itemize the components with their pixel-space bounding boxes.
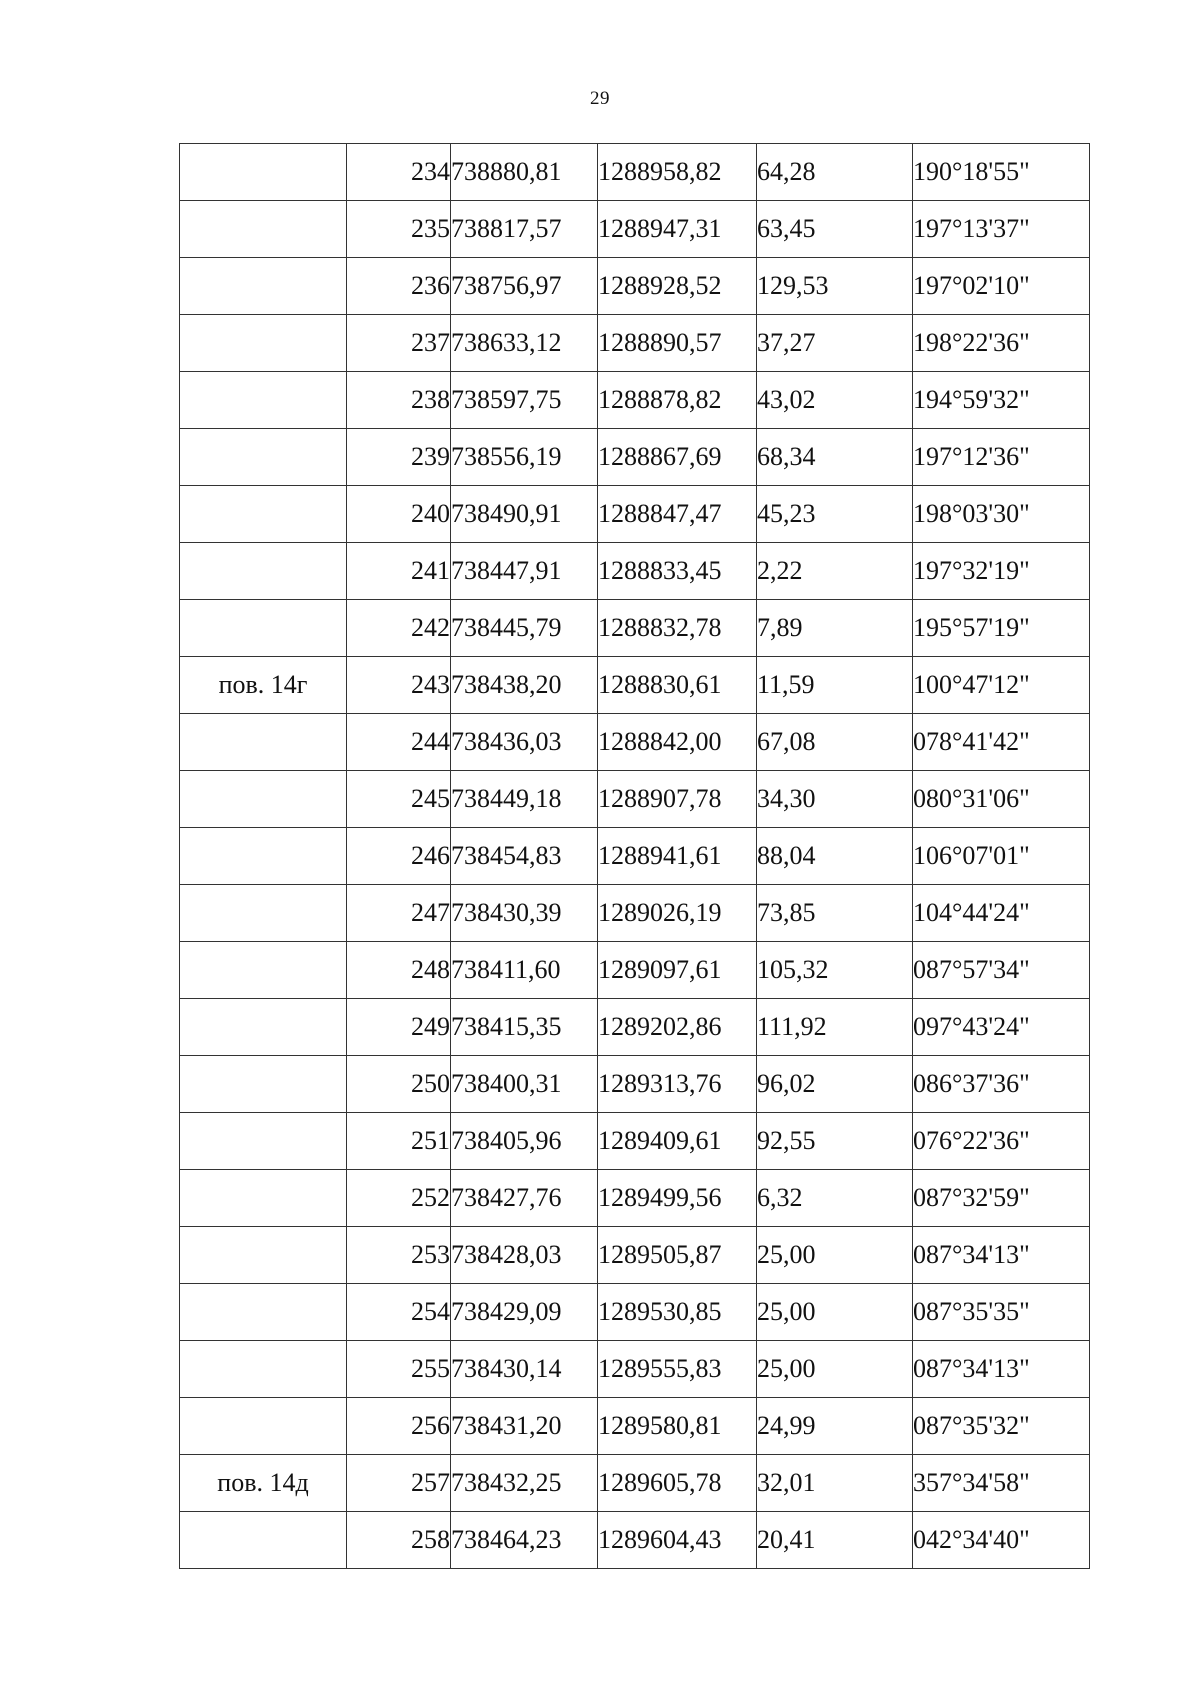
- point-number-cell: 257: [347, 1455, 451, 1512]
- coordinates-table-body: [180, 144, 1090, 1569]
- point-number-cell: 235: [347, 201, 451, 258]
- y-coordinate-cell: 1289555,83: [598, 1341, 757, 1398]
- turn-label-cell: [180, 1512, 347, 1569]
- turn-label-cell: [180, 999, 347, 1056]
- point-number-cell: 238: [347, 372, 451, 429]
- point-number-cell: 237: [347, 315, 451, 372]
- direction-angle-cell: 106°07'01": [913, 828, 1090, 885]
- x-coordinate-cell: 738464,23: [451, 1512, 598, 1569]
- table-row: [180, 1398, 1090, 1455]
- direction-angle-cell: 097°43'24": [913, 999, 1090, 1056]
- x-coordinate-cell: 738633,12: [451, 315, 598, 372]
- x-coordinate-cell: 738429,09: [451, 1284, 598, 1341]
- direction-angle-cell: 080°31'06": [913, 771, 1090, 828]
- point-number-cell: 249: [347, 999, 451, 1056]
- segment-length-cell: 64,28: [757, 144, 913, 201]
- segment-length-cell: 111,92: [757, 999, 913, 1056]
- segment-length-cell: 25,00: [757, 1227, 913, 1284]
- coordinates-table: [179, 143, 1090, 1569]
- x-coordinate-cell: 738490,91: [451, 486, 598, 543]
- y-coordinate-cell: 1288878,82: [598, 372, 757, 429]
- y-coordinate-cell: 1288941,61: [598, 828, 757, 885]
- direction-angle-cell: 190°18'55": [913, 144, 1090, 201]
- y-coordinate-cell: 1289026,19: [598, 885, 757, 942]
- y-coordinate-cell: 1288958,82: [598, 144, 757, 201]
- direction-angle-cell: 357°34'58": [913, 1455, 1090, 1512]
- table-row: [180, 429, 1090, 486]
- point-number-cell: 245: [347, 771, 451, 828]
- x-coordinate-cell: 738427,76: [451, 1170, 598, 1227]
- x-coordinate-cell: 738405,96: [451, 1113, 598, 1170]
- table-row: [180, 315, 1090, 372]
- turn-label-cell: [180, 1341, 347, 1398]
- x-coordinate-cell: 738428,03: [451, 1227, 598, 1284]
- table-row: [180, 1113, 1090, 1170]
- x-coordinate-cell: 738556,19: [451, 429, 598, 486]
- y-coordinate-cell: 1288842,00: [598, 714, 757, 771]
- turn-label-cell: [180, 1056, 347, 1113]
- y-coordinate-cell: 1288907,78: [598, 771, 757, 828]
- table-row: [180, 999, 1090, 1056]
- direction-angle-cell: 087°34'13": [913, 1341, 1090, 1398]
- turn-label-cell: [180, 1170, 347, 1227]
- direction-angle-cell: 198°22'36": [913, 315, 1090, 372]
- turn-label-cell: [180, 1398, 347, 1455]
- y-coordinate-cell: 1288890,57: [598, 315, 757, 372]
- segment-length-cell: 2,22: [757, 543, 913, 600]
- y-coordinate-cell: 1289313,76: [598, 1056, 757, 1113]
- direction-angle-cell: 197°02'10": [913, 258, 1090, 315]
- segment-length-cell: 25,00: [757, 1284, 913, 1341]
- turn-label-cell: [180, 144, 347, 201]
- segment-length-cell: 34,30: [757, 771, 913, 828]
- point-number-cell: 240: [347, 486, 451, 543]
- x-coordinate-cell: 738880,81: [451, 144, 598, 201]
- direction-angle-cell: 086°37'36": [913, 1056, 1090, 1113]
- table-row: [180, 372, 1090, 429]
- x-coordinate-cell: 738438,20: [451, 657, 598, 714]
- x-coordinate-cell: 738597,75: [451, 372, 598, 429]
- point-number-cell: 251: [347, 1113, 451, 1170]
- turn-label-cell: [180, 315, 347, 372]
- x-coordinate-cell: 738445,79: [451, 600, 598, 657]
- segment-length-cell: 43,02: [757, 372, 913, 429]
- point-number-cell: 250: [347, 1056, 451, 1113]
- turn-label-cell: [180, 942, 347, 999]
- direction-angle-cell: 087°57'34": [913, 942, 1090, 999]
- segment-length-cell: 11,59: [757, 657, 913, 714]
- table-row: [180, 885, 1090, 942]
- table-row: [180, 1170, 1090, 1227]
- direction-angle-cell: 087°34'13": [913, 1227, 1090, 1284]
- segment-length-cell: 24,99: [757, 1398, 913, 1455]
- turn-label-cell: [180, 600, 347, 657]
- turn-label-cell: [180, 1284, 347, 1341]
- segment-length-cell: 37,27: [757, 315, 913, 372]
- x-coordinate-cell: 738447,91: [451, 543, 598, 600]
- table-row: [180, 1056, 1090, 1113]
- direction-angle-cell: 076°22'36": [913, 1113, 1090, 1170]
- point-number-cell: 247: [347, 885, 451, 942]
- table-row: [180, 543, 1090, 600]
- table-row: [180, 657, 1090, 714]
- turn-label-cell: [180, 714, 347, 771]
- direction-angle-cell: 100°47'12": [913, 657, 1090, 714]
- point-number-cell: 243: [347, 657, 451, 714]
- point-number-cell: 246: [347, 828, 451, 885]
- point-number-cell: 244: [347, 714, 451, 771]
- y-coordinate-cell: 1289605,78: [598, 1455, 757, 1512]
- point-number-cell: 242: [347, 600, 451, 657]
- segment-length-cell: 67,08: [757, 714, 913, 771]
- y-coordinate-cell: 1289202,86: [598, 999, 757, 1056]
- turn-label-cell: [180, 372, 347, 429]
- y-coordinate-cell: 1289530,85: [598, 1284, 757, 1341]
- table-row: [180, 1341, 1090, 1398]
- segment-length-cell: 20,41: [757, 1512, 913, 1569]
- turn-label-cell: [180, 771, 347, 828]
- turn-label-cell: пов. 14г: [180, 657, 347, 714]
- y-coordinate-cell: 1288833,45: [598, 543, 757, 600]
- direction-angle-cell: 198°03'30": [913, 486, 1090, 543]
- direction-angle-cell: 087°32'59": [913, 1170, 1090, 1227]
- table-row: [180, 201, 1090, 258]
- segment-length-cell: 45,23: [757, 486, 913, 543]
- direction-angle-cell: 195°57'19": [913, 600, 1090, 657]
- x-coordinate-cell: 738431,20: [451, 1398, 598, 1455]
- direction-angle-cell: 197°13'37": [913, 201, 1090, 258]
- segment-length-cell: 25,00: [757, 1341, 913, 1398]
- x-coordinate-cell: 738436,03: [451, 714, 598, 771]
- table-row: [180, 1284, 1090, 1341]
- point-number-cell: 255: [347, 1341, 451, 1398]
- segment-length-cell: 73,85: [757, 885, 913, 942]
- y-coordinate-cell: 1288832,78: [598, 600, 757, 657]
- direction-angle-cell: 087°35'35": [913, 1284, 1090, 1341]
- segment-length-cell: 32,01: [757, 1455, 913, 1512]
- point-number-cell: 258: [347, 1512, 451, 1569]
- turn-label-cell: [180, 1227, 347, 1284]
- point-number-cell: 236: [347, 258, 451, 315]
- y-coordinate-cell: 1289499,56: [598, 1170, 757, 1227]
- turn-label-cell: [180, 486, 347, 543]
- turn-label-cell: [180, 258, 347, 315]
- table-row: [180, 1455, 1090, 1512]
- table-row: [180, 828, 1090, 885]
- point-number-cell: 254: [347, 1284, 451, 1341]
- turn-label-cell: [180, 543, 347, 600]
- y-coordinate-cell: 1288947,31: [598, 201, 757, 258]
- y-coordinate-cell: 1289097,61: [598, 942, 757, 999]
- y-coordinate-cell: 1289409,61: [598, 1113, 757, 1170]
- x-coordinate-cell: 738411,60: [451, 942, 598, 999]
- x-coordinate-cell: 738432,25: [451, 1455, 598, 1512]
- table-row: [180, 486, 1090, 543]
- point-number-cell: 234: [347, 144, 451, 201]
- y-coordinate-cell: 1288847,47: [598, 486, 757, 543]
- direction-angle-cell: 197°12'36": [913, 429, 1090, 486]
- direction-angle-cell: 087°35'32": [913, 1398, 1090, 1455]
- x-coordinate-cell: 738756,97: [451, 258, 598, 315]
- segment-length-cell: 7,89: [757, 600, 913, 657]
- segment-length-cell: 96,02: [757, 1056, 913, 1113]
- x-coordinate-cell: 738449,18: [451, 771, 598, 828]
- table-row: [180, 258, 1090, 315]
- segment-length-cell: 129,53: [757, 258, 913, 315]
- table-row: [180, 942, 1090, 999]
- turn-label-cell: [180, 885, 347, 942]
- table-row: [180, 1227, 1090, 1284]
- direction-angle-cell: 104°44'24": [913, 885, 1090, 942]
- x-coordinate-cell: 738817,57: [451, 201, 598, 258]
- x-coordinate-cell: 738430,14: [451, 1341, 598, 1398]
- point-number-cell: 253: [347, 1227, 451, 1284]
- segment-length-cell: 68,34: [757, 429, 913, 486]
- x-coordinate-cell: 738400,31: [451, 1056, 598, 1113]
- table-row: [180, 600, 1090, 657]
- turn-label-cell: [180, 1113, 347, 1170]
- direction-angle-cell: 197°32'19": [913, 543, 1090, 600]
- direction-angle-cell: 194°59'32": [913, 372, 1090, 429]
- segment-length-cell: 88,04: [757, 828, 913, 885]
- x-coordinate-cell: 738454,83: [451, 828, 598, 885]
- turn-label-cell: [180, 201, 347, 258]
- point-number-cell: 252: [347, 1170, 451, 1227]
- page-number: 29: [590, 88, 610, 109]
- y-coordinate-cell: 1288830,61: [598, 657, 757, 714]
- segment-length-cell: 6,32: [757, 1170, 913, 1227]
- segment-length-cell: 105,32: [757, 942, 913, 999]
- point-number-cell: 239: [347, 429, 451, 486]
- point-number-cell: 241: [347, 543, 451, 600]
- table-row: [180, 144, 1090, 201]
- table-row: [180, 714, 1090, 771]
- point-number-cell: 248: [347, 942, 451, 999]
- direction-angle-cell: 078°41'42": [913, 714, 1090, 771]
- turn-label-cell: [180, 828, 347, 885]
- segment-length-cell: 63,45: [757, 201, 913, 258]
- direction-angle-cell: 042°34'40": [913, 1512, 1090, 1569]
- segment-length-cell: 92,55: [757, 1113, 913, 1170]
- y-coordinate-cell: 1289505,87: [598, 1227, 757, 1284]
- table-row: [180, 771, 1090, 828]
- table-row: [180, 1512, 1090, 1569]
- turn-label-cell: пов. 14д: [180, 1455, 347, 1512]
- x-coordinate-cell: 738430,39: [451, 885, 598, 942]
- point-number-cell: 256: [347, 1398, 451, 1455]
- y-coordinate-cell: 1288928,52: [598, 258, 757, 315]
- y-coordinate-cell: 1289604,43: [598, 1512, 757, 1569]
- x-coordinate-cell: 738415,35: [451, 999, 598, 1056]
- turn-label-cell: [180, 429, 347, 486]
- y-coordinate-cell: 1289580,81: [598, 1398, 757, 1455]
- y-coordinate-cell: 1288867,69: [598, 429, 757, 486]
